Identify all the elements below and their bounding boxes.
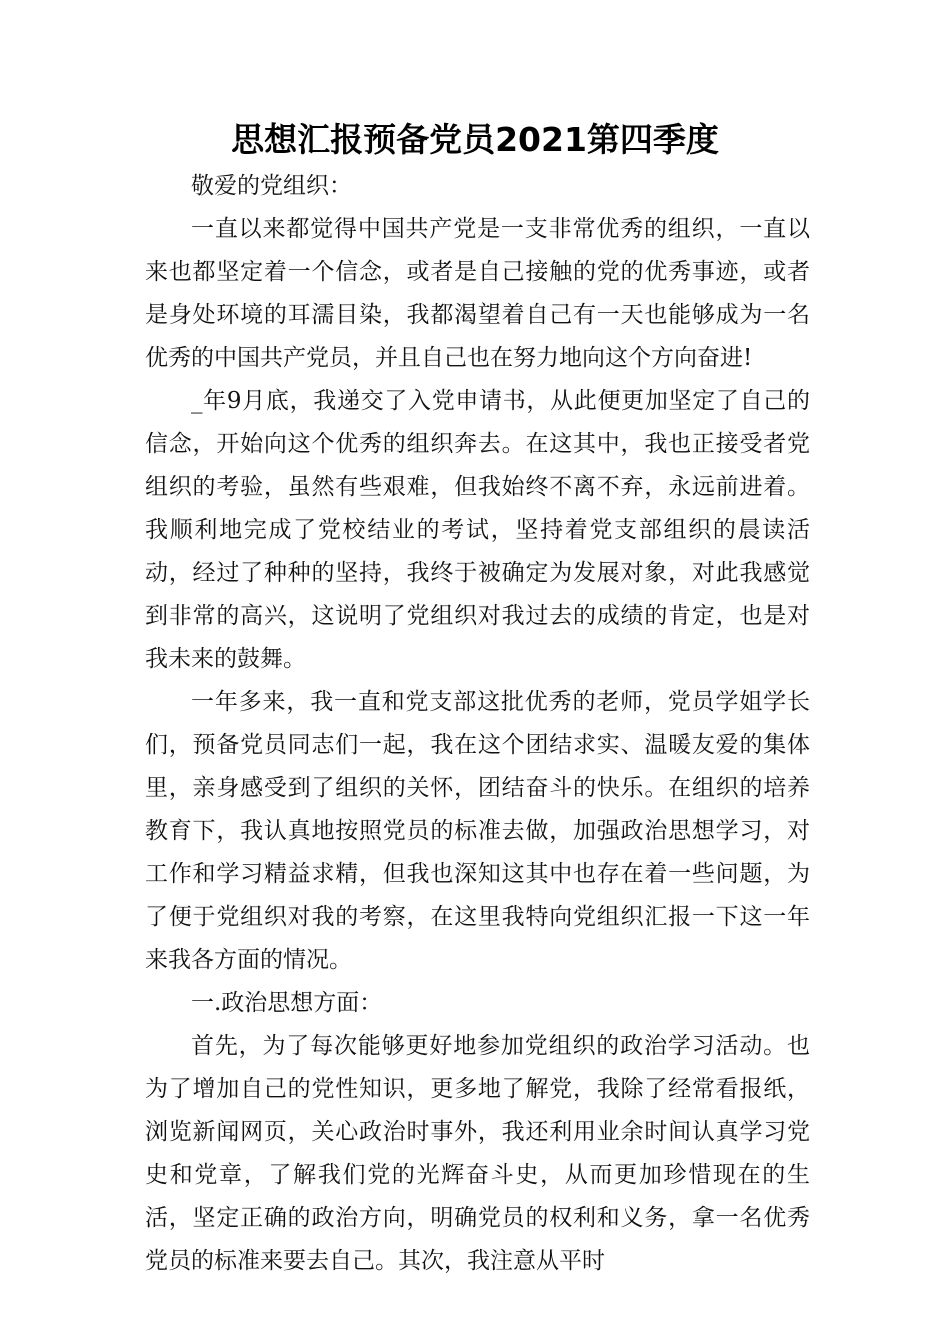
paragraph: 一直以来都觉得中国共产党是一支非常优秀的组织，一直以来也都坚定着一个信念，或者是自己接触的党的优秀事迹，或者是身处环境的耳濡目染，我都渴望着自己有一天也能够成为一名优秀的中国共产党员，并且自己也在努力地向这个方向奋进! bbox=[145, 216, 810, 371]
paragraph: 一年多来，我一直和党支部这批优秀的老师，党员学姐学长们，预备党员同志们一起，我在这个团结求实、温暖友爱的集体里，亲身感受到了组织的关怀，团结奋斗的快乐。在组织的培养教育下，我认真地按照党员的标准去做，加强政治思想学习，对工作和学习精益求精，但我也深知这其中也存在着一些问题，为了便于党组织对我的考察，在这里我特向党组织汇报一下这一年来我各方面的情况。 bbox=[145, 689, 810, 973]
document-title: 思想汇报预备党员2021第四季度 bbox=[231, 120, 719, 159]
paragraph: 首先，为了每次能够更好地参加党组织的政治学习活动。也为了增加自己的党性知识，更多地了解党，我除了经常看报纸，浏览新闻网页，关心政治时事外，我还利用业余时间认真学习党史和党章，了解我们党的光辉奋斗史，从而更加珍惜现在的生活，坚定正确的政治方向，明确党员的权利和义务，拿一名优秀党员的标准来要去自己。其次，我注意从平时 bbox=[145, 1033, 810, 1274]
paragraph: _年9月底，我递交了入党申请书，从此便更加坚定了自己的信念，开始向这个优秀的组织奔去。在这其中，我也正接受者党组织的考验，虽然有些艰难，但我始终不离不弃，永远前进着。我顺利地完成了党校结业的考试，坚持着党支部组织的晨读活动，经过了种种的坚持，我终于被确定为发展对象，对此我感觉到非常的高兴，这说明了党组织对我过去的成绩的肯定，也是对我未来的鼓舞。 bbox=[145, 388, 810, 672]
section-heading: 一.政治思想方面： bbox=[191, 990, 383, 1016]
salutation: 敬爱的党组织： bbox=[191, 173, 352, 199]
document-body bbox=[145, 165, 810, 1283]
